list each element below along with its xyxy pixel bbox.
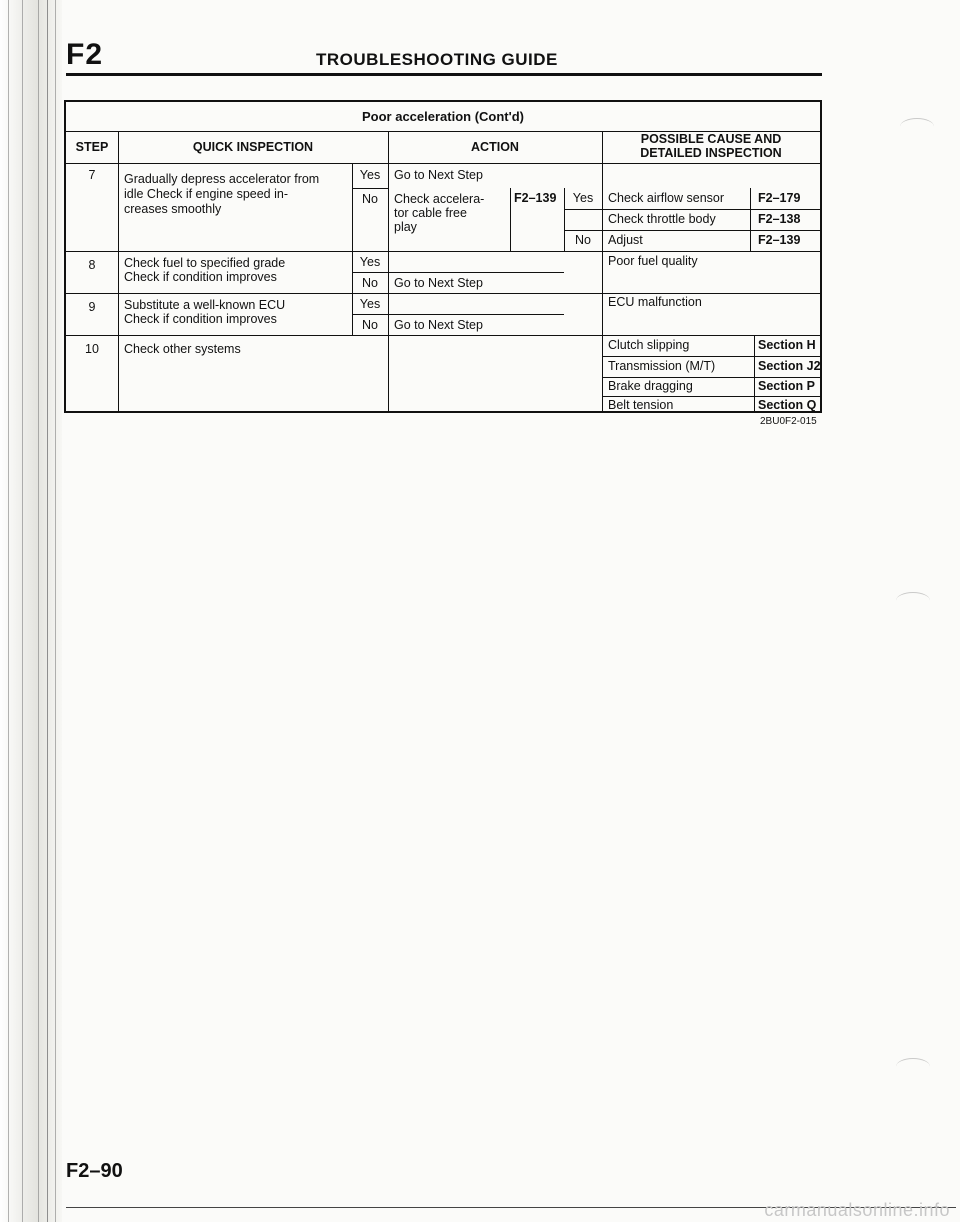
no-label: No [575,233,591,247]
cause-text: Brake dragging [608,379,693,393]
scan-mark [900,118,934,135]
table-rule [510,188,511,251]
cause-text: Poor fuel quality [608,254,698,268]
table-rule [602,356,820,357]
cause-text: Check airflow sensor [608,191,725,205]
table-rule [118,131,119,411]
table-rule [352,272,388,273]
inspection-text: Substitute a well-known ECU [124,298,286,312]
yes-label: Yes [359,168,381,182]
yes-label: Yes [359,255,381,269]
table-rule [66,335,820,336]
section-reference: Section H [758,338,816,352]
step-number: 9 [88,300,96,314]
table-rule [66,251,820,252]
section-reference: Section J2 [758,359,821,373]
table-title: Poor acceleration (Cont'd) [362,109,524,124]
scan-mark [896,592,930,609]
step-number: 7 [88,168,96,182]
column-header-detailed-inspection: DETAILED INSPECTION [640,146,782,160]
figure-code: 2BU0F2-015 [760,416,817,427]
table-rule [66,163,820,164]
table-rule [388,272,564,273]
cause-text: ECU malfunction [608,295,702,309]
cause-text: Belt tension [608,398,674,412]
table-rule [66,293,820,294]
inspection-text: Check if condition improves [124,312,277,326]
page-reference: F2–139 [758,233,801,247]
inspection-text: Check if condition improves [124,270,277,284]
action-text: Go to Next Step [394,276,483,290]
column-header-possible-cause: POSSIBLE CAUSE AND [640,132,782,146]
page-binding-edge [0,0,62,1222]
inspection-text: creases smoothly [124,202,222,216]
cause-text: Adjust [608,233,643,247]
step-number: 8 [88,258,96,272]
column-header-action: ACTION [471,140,519,154]
watermark: carmanualsonline.info [764,1200,950,1220]
page-reference: F2–139 [514,191,557,205]
step-number: 10 [85,342,99,356]
inspection-text: idle Check if engine speed in- [124,187,288,201]
table-rule [750,188,751,251]
scan-mark [896,1058,930,1075]
table-rule [352,314,388,315]
no-label: No [362,318,378,332]
table-rule [388,131,389,411]
header-rule [66,73,822,76]
action-text: Go to Next Step [394,318,483,332]
inspection-text: Gradually depress accelerator from [124,172,320,186]
action-text: Check accelera- [394,192,485,206]
no-label: No [362,192,378,206]
inspection-text: Check fuel to specified grade [124,256,286,270]
section-reference: Section P [758,379,815,393]
table-rule [388,314,564,315]
action-text: tor cable free [394,206,467,220]
column-header-step: STEP [75,140,109,154]
no-label: No [362,276,378,290]
table-rule [602,377,820,378]
yes-label: Yes [572,191,594,205]
section-code: F2 [66,38,104,71]
cause-text: Transmission (M/T) [608,359,716,373]
troubleshooting-table [64,100,822,413]
page-number: F2–90 [66,1160,123,1182]
table-rule [754,335,755,411]
table-rule [602,396,820,397]
action-text: Go to Next Step [394,168,483,182]
table-rule [352,188,388,189]
cause-text: Clutch slipping [608,338,690,352]
yes-label: Yes [359,297,381,311]
section-reference: Section Q [758,398,817,412]
table-rule [602,131,603,411]
column-header-quick-inspection: QUICK INSPECTION [192,140,314,154]
page-reference: F2–179 [758,191,801,205]
cause-text: Check throttle body [608,212,716,226]
action-text: play [394,220,417,234]
inspection-text: Check other systems [124,342,241,356]
page-title: TROUBLESHOOTING GUIDE [316,50,558,69]
page-reference: F2–138 [758,212,801,226]
